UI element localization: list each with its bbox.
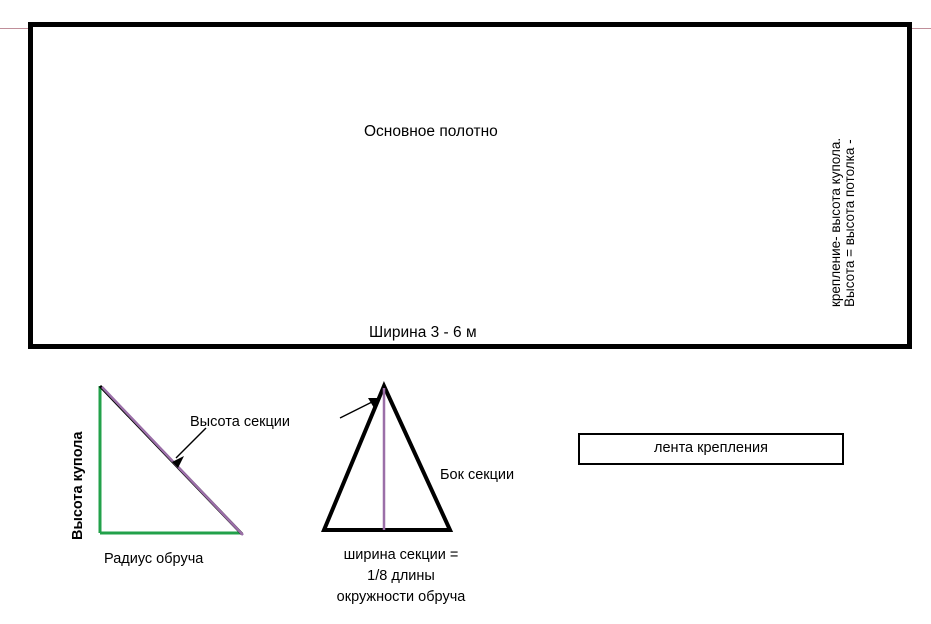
tape-label: лента крепления: [654, 440, 768, 456]
height-formula-note: [828, 35, 857, 315]
section-width-caption-line-3: окружности обруча: [336, 589, 466, 605]
section-width-caption-line-1: ширина секции =: [343, 547, 459, 563]
right-triangle-figure: [60, 378, 310, 553]
section-side-label: Бок секции: [440, 467, 515, 483]
height-formula-line-1: Высота = высота потолка -: [842, 139, 857, 307]
section-triangle-outline: [324, 386, 450, 530]
radius-label: Радиус обруча: [104, 551, 204, 567]
dome-height-label-wrap: [68, 392, 90, 542]
section-width-caption-line-2: 1/8 длины: [367, 568, 435, 584]
section-height-arrowhead: [172, 456, 184, 468]
section-width-caption: [296, 545, 506, 608]
section-height-label: Высота секции: [190, 414, 290, 430]
section-height-pointer: [176, 428, 206, 458]
dome-height-label: Высота купола: [70, 431, 86, 540]
section-triangle-figure: [300, 378, 500, 553]
height-formula-line-2: крепление- высота купола.: [828, 137, 843, 307]
width-label: Ширина 3 - 6 м: [369, 324, 477, 341]
main-fabric-rectangle: [28, 22, 912, 349]
main-panel-label: Основное полотно: [364, 123, 498, 140]
hypotenuse-purple: [102, 387, 243, 535]
